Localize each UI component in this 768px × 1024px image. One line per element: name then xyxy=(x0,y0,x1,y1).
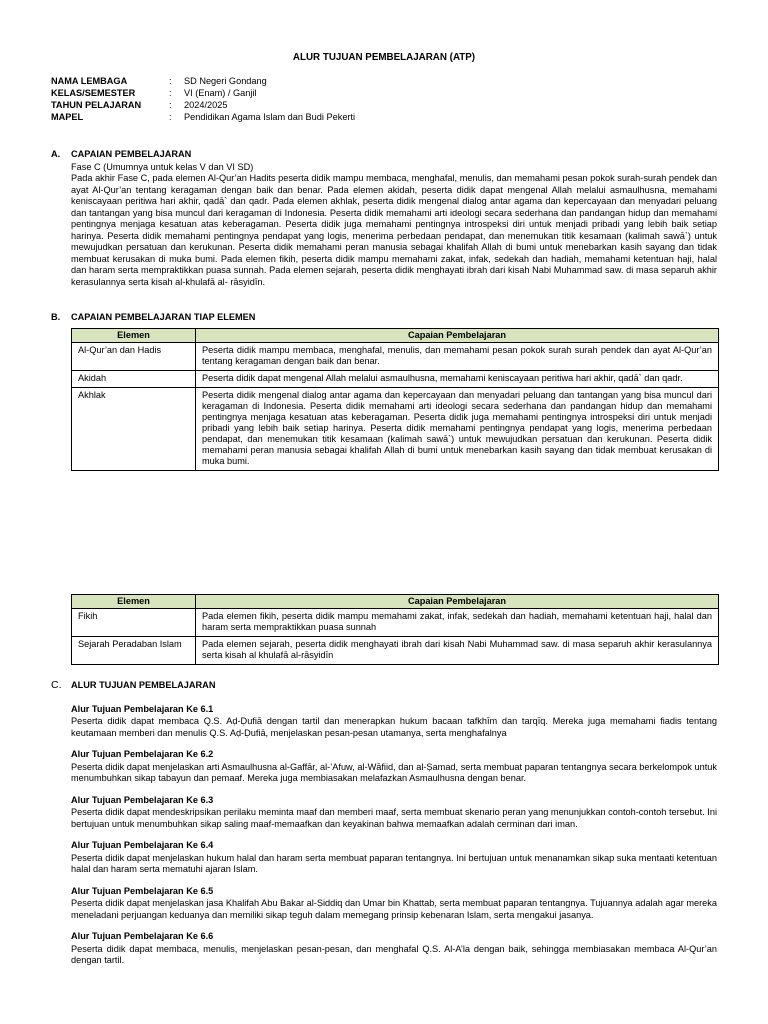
meta-label: MAPEL xyxy=(51,112,84,122)
meta-label: KELAS/SEMESTER xyxy=(51,88,136,98)
atp-item xyxy=(71,840,717,876)
section-letter: B. xyxy=(51,312,61,322)
table-header-row xyxy=(72,328,719,342)
atp-item xyxy=(71,931,717,967)
document-title: ALUR TUJUAN PEMBELAJARAN (ATP) xyxy=(292,52,476,63)
atp-body: Peserta didik dapat membaca, menulis, menjelaskan pesan-pesan, dan menghafal Q.S. Al-A’la dengan baik, sehingga membiasakan membaca Al-Qur’an dengan tartil. xyxy=(71,943,717,965)
section-heading xyxy=(51,680,717,692)
atp-body: Peserta didik dapat menjelaskan arti Asmaulhusna al-Gaffār, al-’Afuw, al-Wāfiid, dan al-Ṣamad, serta membuat paparan tentangnya secara berkelompok untuk menumbuhkan sikap tabayun dan pemaaf. Mereka juga membiasakan melafazkan Asmaulhusna dengan benar. xyxy=(71,761,717,783)
table-header-row xyxy=(72,595,719,609)
elemen-table-2-wrapper xyxy=(51,594,719,665)
meta-row-lembaga xyxy=(51,76,355,88)
cell-elemen: Al-Qur’an dan Hadis xyxy=(72,342,196,370)
meta-colon: : xyxy=(169,112,172,122)
section-letter: A. xyxy=(51,149,61,159)
cell-capaian: Peserta didik dapat mengenal Allah melalui asmaulhusna, memahami keniscayaan peritiwa hari akhir, qadā` dan qadr. xyxy=(196,370,719,387)
cell-elemen: Akidah xyxy=(72,370,196,387)
meta-value: SD Negeri Gondang xyxy=(184,76,267,86)
col-header-capaian: Capaian Pembelajaran xyxy=(196,595,719,609)
atp-title: Alur Tujuan Pembelajaran Ke 6.4 xyxy=(71,840,214,850)
cell-elemen: Fikih xyxy=(72,609,196,637)
table-row xyxy=(72,342,719,370)
atp-body: Peserta didik dapat membaca Q.S. Aḍ-Ḍufiā dengan tartil dan menerapkan hukum bacaan tafkhīm dan tarqīq. Mereka juga memahami fiadis tentang keutamaan memberi dan menulis Q.S. Aḍ-Ḍufiā, menjelaskan pesan-pesan utamanya, serta menghafalnya xyxy=(71,716,717,738)
elemen-table-2 xyxy=(71,594,719,665)
meta-label: TAHUN PELAJARAN xyxy=(51,100,142,110)
section-subtitle: Fase C (Umumnya untuk kelas V dan VI SD) xyxy=(71,161,254,172)
meta-colon: : xyxy=(169,100,172,110)
atp-item xyxy=(71,886,717,922)
atp-item xyxy=(71,795,717,831)
meta-colon: : xyxy=(169,76,172,86)
meta-colon: : xyxy=(169,88,172,98)
meta-value: 2024/2025 xyxy=(184,100,228,110)
col-header-elemen: Elemen xyxy=(72,595,196,609)
meta-value: Pendidikan Agama Islam dan Budi Pekerti xyxy=(184,112,356,122)
table-row xyxy=(72,370,719,387)
cell-capaian: Peserta didik mampu membaca, menghafal, menulis, dan memahami pesan pokok surah surah pendek dan ayat Al-Qur’an tentang keragaman dengan baik dan benar. xyxy=(196,342,719,370)
col-header-capaian: Capaian Pembelajaran xyxy=(196,328,719,342)
section-heading xyxy=(51,149,717,161)
section-capaian-tiap-elemen xyxy=(51,312,717,471)
section-title: CAPAIAN PEMBELAJARAN TIAP ELEMEN xyxy=(71,312,256,322)
cell-capaian: Pada elemen fikih, peserta didik mampu memahami zakat, infak, sedekah dan hadiah, memahami ketentuan haji, halal dan haram serta mempraktikkan puasa sunnah xyxy=(196,609,719,637)
atp-title: Alur Tujuan Pembelajaran Ke 6.3 xyxy=(71,794,214,805)
col-header-elemen: Elemen xyxy=(72,328,196,342)
atp-item xyxy=(71,749,717,785)
atp-body: Peserta didik dapat menjelaskan jasa Khalifah Abu Bakar al-Ṣiddiq dan Umar bin Khattab, serta membuat paparan tentangnya. Tujuannya adalah agar mereka meneladani perjuangan keduanya dan memiliki sikap teguh dalam memegang prinsip kebenaran Islam, serta mengakui jasanya. xyxy=(71,898,717,920)
atp-title: Alur Tujuan Pembelajaran Ke 6.6 xyxy=(71,931,214,941)
cell-elemen: Sejarah Peradaban Islam xyxy=(72,637,196,665)
section-capaian-pembelajaran xyxy=(51,149,717,288)
atp-title: Alur Tujuan Pembelajaran Ke 6.1 xyxy=(71,703,214,714)
atp-body: Peserta didik dapat menjelaskan hukum halal dan haram serta membuat paparan tentangnya. Ini bertujuan untuk menanamkan sikap suka mentaati ketentuan halal dan haram serta mematuhi ajaran Islam. xyxy=(71,852,717,874)
meta-row-mapel xyxy=(51,112,355,124)
section-title: CAPAIAN PEMBELAJARAN xyxy=(71,149,192,159)
section-alur-tujuan xyxy=(51,680,717,977)
table-row xyxy=(72,387,719,470)
cell-capaian: Peserta didik mengenal dialog antar agama dan kepercayaan dan menyadari peluang dan tantangan yang bisa muncul dari keragaman di Indonesia. Peserta didik memahami arti ideologi secara sederhana dan pandangan hidup dan memahami pentingnya menjaga kesatuan atas keberagaman. Peserta didik juga memahami pentingnya introspeksi diri untuk menjadi pribadi yang lebih baik setiap harinya. Peserta didik memahami pentingnya pendapat yang logis, menerima perbedaan pendapat, dan menemukan titik kesamaan (kalimah sawā`) untuk mewujudkan persatuan dan kerukunan. Peserta didik memahami peran manusia sebagai khalifah Allah di bumi untuk menebarkan kasih sayang dan tidak membuat kerusakan di muka bumi. xyxy=(196,387,719,470)
meta-value: VI (Enam) / Ganjil xyxy=(184,88,257,98)
table-row xyxy=(72,637,719,665)
atp-title: Alur Tujuan Pembelajaran Ke 6.5 xyxy=(71,885,214,896)
section-heading xyxy=(51,312,717,324)
elemen-table-1 xyxy=(71,328,719,471)
identity-block xyxy=(51,76,355,124)
atp-item xyxy=(71,704,717,740)
table-row xyxy=(72,609,719,637)
meta-row-tahun xyxy=(51,100,355,112)
section-paragraph: Pada akhir Fase C, pada elemen Al-Qur’an Hadits peserta didik mampu membaca, menghafal, menulis, dan memahami pesan pokok surah-surah pendek dan ayat Al-Qur’an tentang keragaman dengan baik dan benar. Pada elemen akidah, peserta didik dapat mengenal Allah melalui asmaulhusna, memahami keniscayaan peritiwa hari akhir, qadā` dan qadr. Pada elemen akhlak, peserta didik mengenal dialog antar agama dan kepercayaan dan menyadari peluang dan tantangan yang bisa muncul dari keragaman di Indonesia. Peserta didik memahami arti ideologi secara sederhana dan pandangan hidup dan memahami pentingnya menjaga kesatuan atas keberagaman. Peserta didik juga memahami pentingnya introspeksi diri untuk menjadi pribadi yang lebih baik setiap harinya. Peserta didik memahami pentingnya pendapat yang logis, menerima perbedaan pendapat, dan menemukan titik kesamaan (kalimah sawā`) untuk mewujudkan persatuan dan kerukunan. Peserta didik memahami peran manusia sebagai khalifah Allah di bumi untuk menebarkan kasih sayang dan tidak membuat kerusakan di muka bumi. Pada elemen fikih, peserta didik mampu memahami zakat, infak, sedekah dan hadiah, memahami ketentuan haji, halal dan haram serta mempraktikkan puasa sunnah. Pada elemen sejarah, peserta didik menghayati ibrah dari kisah Nabi Muhammad saw. di masa separuh akhir kerasulannya serta kisah al-khulafā al- rāsyidīn. xyxy=(71,173,717,287)
meta-label: NAMA LEMBAGA xyxy=(51,76,128,86)
cell-elemen: Akhlak xyxy=(72,387,196,470)
cell-capaian: Pada elemen sejarah, peserta didik menghayati ibrah dari kisah Nabi Muhammad saw. di masa separuh akhir kerasulannya serta kisah al khulafā al-rāsyidīn xyxy=(196,637,719,665)
section-title: ALUR TUJUAN PEMBELAJARAN xyxy=(71,680,216,690)
atp-body: Peserta didik dapat mendeskripsikan perilaku meminta maaf dan memberi maaf, serta membuat skenario peran yang menunjukkan contoh-contoh tersebut. Ini bertujuan untuk menumbuhkan sikap saling maaf-memaafkan dan keyakinan bahwa memaafkan adalah cerminan dari iman. xyxy=(71,807,717,829)
atp-title: Alur Tujuan Pembelajaran Ke 6.2 xyxy=(71,749,214,759)
meta-row-kelas xyxy=(51,88,355,100)
section-letter: C. xyxy=(51,679,62,691)
